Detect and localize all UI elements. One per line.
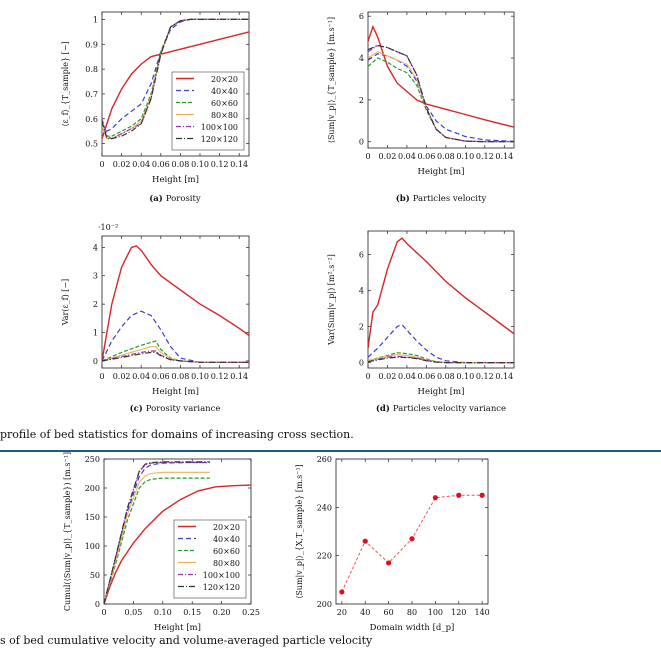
porosity-legend-label: 20×20 [210,75,238,84]
cumulative_velocity-ytick-label: 250 [84,455,100,464]
porosity-ylabel: ⟨ε_f⟩_{T_sample} [−] [61,41,70,127]
velocity-caption [396,193,487,204]
velocity_variance-caption-tag: (d) [375,404,393,414]
porosity_variance-ytick-label: 4 [92,243,98,253]
cumulative_velocity-xlabel: Height [m] [154,623,201,633]
velocity_variance-caption-text: Particles velocity variance [392,404,507,414]
porosity_variance-ytick-label: 1 [92,328,98,338]
domain_width-point [433,495,438,500]
domain_width-xtick-label: 140 [474,608,490,617]
cumulative_velocity-xtick-label: 0.05 [124,608,143,617]
porosity-xtick-label: 0.06 [151,160,170,169]
domain_width-xtick-label: 20 [336,608,347,617]
velocity-xtick-label: 0.12 [475,152,494,161]
velocity_variance-ylabel: Var(Sum|v_p|) [m².s⁻²] [327,254,336,345]
porosity_variance-ylabel: Var(ε_f) [−] [61,278,70,326]
domain_width-xtick-label: 120 [451,608,467,617]
porosity_variance-xtick-label: 0.10 [191,372,209,381]
cumulative_velocity-ytick-label: 0 [94,600,100,609]
cumulative_velocity-xtick-label: 0.20 [212,608,231,617]
porosity-ytick-label: 0.9 [85,40,98,50]
velocity_variance-xtick-label: 0.04 [398,372,416,381]
porosity-xtick-label: 0.10 [191,160,209,169]
porosity_variance-xtick-label: 0.06 [151,372,170,381]
porosity-legend-label: 120×120 [200,135,238,144]
porosity-ytick-label: 0.5 [85,139,98,149]
figure1-caption: profile of bed statistics for domains of increasing cross section. [0,428,354,441]
cumulative_velocity-xtick-label: 0.25 [242,608,260,617]
porosity_variance-plot-frame [102,236,249,368]
porosity_variance-xlabel: Height [m] [152,387,199,397]
porosity-xtick-label: 0.02 [112,160,131,169]
domain_width-ytick-label: 200 [316,600,332,609]
domain_width-point [363,539,368,544]
velocity_variance-xtick-label: 0.06 [417,372,436,381]
domain_width-ytick-label: 240 [316,503,332,513]
velocity_variance-xtick-label: 0 [365,372,371,381]
velocity-ytick-label: 6 [358,12,364,22]
velocity_variance-caption [376,403,506,414]
cumulative_velocity-xtick-label: 0.15 [183,608,202,617]
porosity-ytick-label: 0.8 [85,65,98,75]
porosity-xtick-label: 0 [99,160,105,169]
cumulative_velocity-legend-label: 20×20 [212,523,240,532]
porosity-legend-label: 100×100 [200,123,238,132]
porosity_variance-ytick-label: 2 [92,300,98,310]
porosity_variance-caption-tag: (c) [129,404,146,414]
velocity_variance-ytick-label: 2 [358,322,364,332]
velocity-xtick-label: 0.02 [378,152,397,161]
porosity-caption-text: Porosity [165,194,201,204]
porosity-xtick-label: 0.14 [230,160,249,169]
porosity_variance-multiplier: ·10⁻² [98,223,119,232]
porosity_variance-xtick-label: 0.14 [230,372,249,381]
porosity-ytick-label: 1 [92,15,98,25]
cumulative_velocity-ytick-label: 100 [84,542,100,551]
cumulative_velocity-ytick-label: 50 [89,571,100,580]
cumulative_velocity-legend-label: 120×120 [202,583,240,592]
cumulative_velocity-xtick-label: 0.10 [153,608,172,617]
porosity-caption [149,193,201,204]
porosity_variance-ytick-label: 0 [92,356,98,366]
cumulative_velocity-legend-label: 40×40 [212,535,240,544]
domain_width-ytick-label: 220 [316,551,332,561]
velocity_variance-xtick-label: 0.12 [475,372,494,381]
porosity_variance-caption [130,403,221,414]
velocity-xlabel: Height [m] [417,167,465,177]
porosity-legend-label: 40×40 [210,87,238,96]
velocity_variance-ytick-label: 4 [358,286,364,296]
velocity-ytick-label: 4 [358,54,364,64]
domain_width-xlabel: Domain width [d_p] [369,623,455,633]
cumulative_velocity-xtick-label: 0 [101,608,107,617]
velocity-xtick-label: 0.04 [398,152,416,161]
cumulative_velocity-ylabel: Cumul(⟨Sum|v_p|⟩_{T_sample}) [m.s⁻¹] [63,451,72,612]
porosity-ytick-label: 0.7 [85,89,98,99]
velocity-xtick-label: 0 [365,152,371,161]
domain_width-point [456,493,461,498]
domain_width-xtick-label: 40 [360,608,371,617]
velocity_variance-xtick-label: 0.10 [456,372,475,381]
porosity-xtick-label: 0.04 [132,160,151,169]
velocity_variance-xtick-label: 0.14 [495,372,514,381]
domain_width-xtick-label: 100 [427,608,444,617]
velocity_variance-xtick-label: 0.08 [436,372,455,381]
cumulative_velocity-ytick-label: 200 [84,484,100,493]
velocity-xtick-label: 0.14 [495,152,514,161]
porosity-legend-label: 80×80 [210,111,238,120]
domain_width-xtick-label: 60 [383,608,394,617]
velocity_variance-ytick-label: 0 [358,358,364,368]
porosity-caption-tag: (a) [149,194,166,204]
velocity_variance-plot-frame [368,231,514,368]
porosity-xtick-label: 0.08 [171,160,190,169]
velocity_variance-xtick-label: 0.02 [378,372,397,381]
velocity_variance-xlabel: Height [m] [417,387,465,397]
porosity_variance-xtick-label: 0 [99,372,105,381]
figure2-caption: s of bed cumulative velocity and volume-averaged particle velocity [0,634,373,647]
velocity-xtick-label: 0.10 [456,152,475,161]
velocity-ylabel: ⟨Sum|v_p|⟩_{T_sample} [m.s⁻¹] [327,16,336,144]
velocity_variance-ytick-label: 6 [358,250,364,260]
domain_width-plot-frame [336,459,488,604]
domain_width-xtick-label: 80 [406,608,418,617]
velocity-caption-text: Particles velocity [412,194,487,204]
section-divider [0,450,661,452]
cumulative_velocity-legend-label: 100×100 [202,571,240,580]
porosity-xlabel: Height [m] [152,175,199,185]
velocity-xtick-label: 0.06 [417,152,436,161]
cumulative_velocity-ytick-label: 150 [84,513,100,522]
domain_width-point [339,589,344,594]
porosity_variance-xtick-label: 0.04 [132,372,151,381]
domain_width-point [386,560,391,565]
velocity-xtick-label: 0.08 [436,152,455,161]
porosity_variance-caption-text: Porosity variance [145,404,221,414]
cumulative_velocity-legend-label: 80×80 [212,559,240,568]
velocity-ytick-label: 0 [358,137,364,147]
velocity-caption-tag: (b) [395,194,413,204]
velocity-plot-frame [368,12,514,148]
porosity_variance-ytick-label: 3 [92,271,98,281]
porosity-ytick-label: 0.6 [85,114,98,124]
porosity_variance-xtick-label: 0.02 [112,372,131,381]
velocity-ytick-label: 2 [358,95,364,105]
porosity_variance-xtick-label: 0.08 [171,372,190,381]
domain_width-point [409,536,414,541]
domain_width-ylabel: ⟨Sum|v_p|⟩_{X,T_sample} [m.s⁻¹] [295,464,304,599]
domain_width-ytick-label: 260 [316,455,332,464]
porosity_variance-xtick-label: 0.12 [210,372,229,381]
domain_width-point [480,493,485,498]
porosity-legend-label: 60×60 [210,99,238,108]
cumulative_velocity-legend-label: 60×60 [212,547,240,556]
porosity-xtick-label: 0.12 [210,160,229,169]
